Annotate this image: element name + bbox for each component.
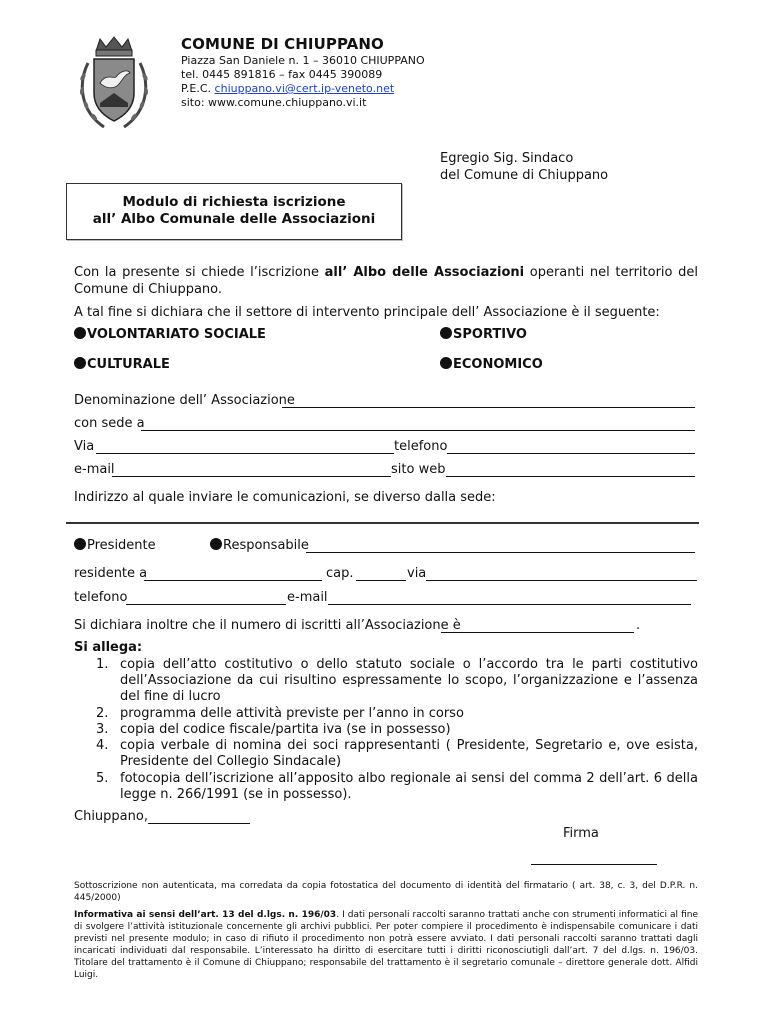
allegato-text: fotocopia dell’iscrizione all’apposito albo regionale ai sensi del comma 2 dell’art. 6 della legge n. 266/1991 (se in possesso). xyxy=(120,771,698,802)
allegato-item-5 xyxy=(96,771,698,803)
allegato-num: 2. xyxy=(96,706,109,721)
intro-sector-sentence: A tal fine si dichiara che il settore di intervento principale dell’ Associazione è il seguente: xyxy=(74,305,660,320)
intro-paragraph xyxy=(74,264,698,298)
option-responsabile-label: Responsabile xyxy=(223,538,309,553)
cap-field[interactable] xyxy=(356,580,406,581)
option-volontariato[interactable] xyxy=(74,327,266,342)
comune-phone: tel. 0445 891816 – fax 0445 390089 xyxy=(181,68,383,81)
informativa-title: Informativa ai sensi dell’art. 13 del d.lgs. n. 196/03 xyxy=(74,910,337,920)
option-culturale-label: CULTURALE xyxy=(87,357,170,372)
residente-via-label: via xyxy=(407,566,427,581)
telefono-label: telefono xyxy=(394,439,448,454)
residente-label: residente a xyxy=(74,566,148,581)
allegato-num: 3. xyxy=(96,722,109,737)
form-title-box xyxy=(66,183,402,240)
intro-text-bold: all’ Albo delle Associazioni xyxy=(324,265,525,280)
informativa-text: . I dati personali raccolti saranno trattati anche con strumenti informatici al fine di svolgere l’attività istituzionale concernente gli archivi pubblici. Per poter compiere il procedimento è indispensabile comunicare i dati previsti nel presente modulo; in caso di rifiuto il procedimento non potrà essere avviato. I dati personali raccolti saranno trattati dagli incaricati individuati dal responsabile. L’interessato ha diritto di esercitare tutti i diritti riconosciutigli dall’art. 7 del d.lgs. n. 196/03. Titolare del trattamento è il Comune di Chiuppano; responsabile del trattamento è il segretario comunale – direttore generale dott. Alfidi Luigi. xyxy=(74,910,699,980)
via-field[interactable] xyxy=(96,453,394,454)
option-sportivo[interactable] xyxy=(440,327,527,342)
recipient-line-2: del Comune di Chiuppano xyxy=(440,168,609,183)
intro-text-b: operanti nel territorio del Comune di Chiuppano. xyxy=(74,265,698,297)
form-title-line-2: all’ Albo Comunale delle Associazioni xyxy=(92,211,376,227)
via-label: Via xyxy=(74,439,95,454)
role-email-field[interactable] xyxy=(328,604,691,605)
sito-web-field[interactable] xyxy=(446,476,695,477)
option-presidente[interactable] xyxy=(74,538,156,553)
recipient-line-1: Egregio Sig. Sindaco xyxy=(440,151,574,166)
apple-bullet-icon xyxy=(74,357,86,369)
firma-label: Firma xyxy=(563,826,599,841)
email-field[interactable] xyxy=(112,476,391,477)
role-telefono-field[interactable] xyxy=(126,604,286,605)
municipal-crest-logo xyxy=(74,33,154,133)
option-sportivo-label: SPORTIVO xyxy=(453,327,527,342)
option-responsabile[interactable] xyxy=(210,538,309,553)
form-title-line-1: Modulo di richiesta iscrizione xyxy=(122,194,346,210)
allegato-num: 4. xyxy=(96,738,109,753)
denominazione-label: Denominazione dell’ Associazione xyxy=(74,393,295,408)
role-email-label: e-mail xyxy=(287,590,328,605)
telefono-field[interactable] xyxy=(447,453,695,454)
indirizzo-label: Indirizzo al quale inviare le comunicazioni, se diverso dalla sede: xyxy=(74,490,496,505)
allegato-num: 1. xyxy=(96,657,109,672)
allegato-item-2 xyxy=(96,706,698,722)
allegati-title: Si allega: xyxy=(74,640,143,655)
apple-bullet-icon xyxy=(74,538,86,550)
comune-title: COMUNE DI CHIUPPANO xyxy=(181,35,384,53)
allegato-num: 5. xyxy=(96,771,109,786)
residente-field[interactable] xyxy=(144,580,322,581)
apple-bullet-icon xyxy=(74,327,86,339)
informativa-note xyxy=(74,909,698,981)
allegato-text: copia verbale di nomina dei soci rappresentanti ( Presidente, Segretario e, ove esista, Presidente del Collegio Sindacale) xyxy=(120,738,698,769)
allegato-text: copia dell’atto costitutivo o dello statuto sociale o l’accordo tra le parti costitutivo dell’Associazione da cui risultino espressamente lo scopo, l’organizzazione e l’assenza del fine di lucro xyxy=(120,657,698,704)
place-label: Chiuppano, xyxy=(74,809,148,824)
sottoscrizione-note: Sottoscrizione non autenticata, ma corredata da copia fotostatica del documento di identità del firmatario ( art. 38, c. 3, del D.P.R. n. 445/2000) xyxy=(74,881,698,903)
section-divider xyxy=(66,522,699,524)
denominazione-field[interactable] xyxy=(282,407,695,408)
pec-label: P.E.C. xyxy=(181,82,215,95)
allegato-item-3 xyxy=(96,722,698,738)
allegato-item-1 xyxy=(96,657,698,705)
comune-site: sito: www.comune.chiuppano.vi.it xyxy=(181,96,367,109)
iscritti-period: . xyxy=(636,618,641,633)
iscritti-field[interactable] xyxy=(441,632,634,633)
role-telefono-label: telefono xyxy=(74,590,128,605)
cap-label: cap. xyxy=(326,566,354,581)
option-economico[interactable] xyxy=(440,357,543,372)
sede-field[interactable] xyxy=(141,430,695,431)
sito-web-label: sito web xyxy=(391,462,446,477)
date-field[interactable] xyxy=(148,823,250,824)
option-culturale[interactable] xyxy=(74,357,170,372)
apple-bullet-icon xyxy=(210,538,222,550)
signature-field[interactable] xyxy=(531,864,657,865)
residente-via-field[interactable] xyxy=(426,580,697,581)
comune-pec xyxy=(181,82,394,96)
email-label: e-mail xyxy=(74,462,115,477)
intro-text-a: Con la presente si chiede l’iscrizione xyxy=(74,265,325,280)
apple-bullet-icon xyxy=(440,357,452,369)
allegato-text: programma delle attività previste per l’anno in corso xyxy=(120,706,464,721)
comune-address: Piazza San Daniele n. 1 – 36010 CHIUPPANO xyxy=(181,54,425,67)
responsabile-field[interactable] xyxy=(306,552,695,553)
sede-label: con sede a xyxy=(74,416,145,431)
option-economico-label: ECONOMICO xyxy=(453,357,543,372)
pec-email-link[interactable]: chiuppano.vi@cert.ip-veneto.net xyxy=(214,82,395,95)
option-presidente-label: Presidente xyxy=(87,538,156,553)
option-volontariato-label: VOLONTARIATO SOCIALE xyxy=(87,327,266,342)
allegato-item-4 xyxy=(96,738,698,770)
iscritti-label: Si dichiara inoltre che il numero di iscritti all’Associazione è xyxy=(74,618,461,633)
allegato-text: copia del codice fiscale/partita iva (se in possesso) xyxy=(120,722,451,737)
apple-bullet-icon xyxy=(440,327,452,339)
